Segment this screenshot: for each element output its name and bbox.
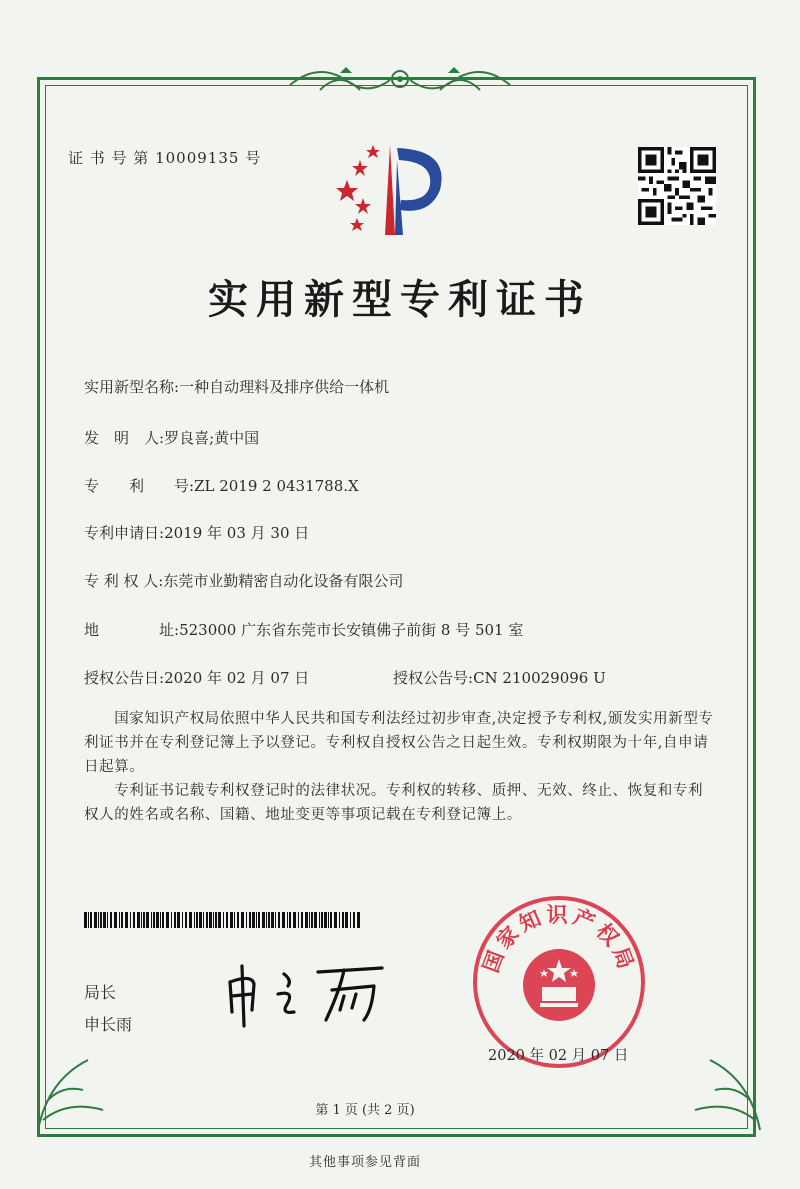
patent-number-value: ZL 2019 2 0431788.X [194,477,359,495]
patent-number-label: 专 利 号: [84,477,195,495]
barcode-bar [199,912,202,928]
director-signature [222,960,392,1030]
legal-status-paragraph: 专利证书记载专利权登记时的法律状况。专利权的转移、质押、无效、终止、恢复和专利权人的姓名或名称、国籍、地址变更等事项记载在专利登记簿上。 [84,783,704,823]
barcode-bar [103,912,106,928]
barcode-bar [353,912,355,928]
barcode-bar [293,912,296,928]
barcode-bar [185,912,187,928]
barcode-bar [262,912,265,928]
barcode-bar [334,912,337,928]
barcode-bar [153,912,155,928]
barcode-bar [328,912,329,928]
barcode-bar [206,912,208,928]
barcode-bar [342,912,344,928]
barcode-bar [84,912,87,928]
barcode-bar [107,912,108,928]
certificate-title: 实用新型专利证书 [208,277,592,323]
barcode-bar [218,912,221,928]
barcode-bar [162,912,164,928]
patent-office-logo-icon [335,140,455,240]
barcode-bar [182,912,183,928]
barcode-bar [339,912,340,928]
barcode-bar [156,912,159,928]
barcode-bar [174,912,176,928]
barcode [84,912,364,928]
barcode-bar [298,912,299,928]
grant-number-label: 授权公告号: [393,669,474,687]
barcode-bar [119,912,120,928]
barcode-bar [271,912,274,928]
barcode-bar [258,912,260,928]
certificate-number: 证 书 号 第 10009135 号 [68,149,262,167]
filing-date-label: 专利申请日: [84,524,165,542]
barcode-bar [88,912,89,928]
barcode-bar [314,912,317,928]
barcode-bar [230,912,233,928]
patentee-row [84,570,403,591]
barcode-bar [160,912,161,928]
filing-date-row [84,522,309,543]
barcode-bar [215,912,217,928]
address-label: 地 址: [84,621,180,639]
barcode-bar [110,912,112,928]
barcode-bar [133,912,135,928]
barcode-bar [330,912,332,928]
barcode-bar [234,912,235,928]
barcode-bar [357,912,360,928]
barcode-bar [137,912,140,928]
barcode-bar [289,912,291,928]
barcode-bar [203,912,204,928]
barcode-bar [196,912,198,928]
bottom-right-ornament [680,1040,770,1140]
barcode-bar [287,912,288,928]
seal-date: 2020 年 02 月 07 日 [488,1048,629,1064]
utility-model-name-value: 一种自动理料及排序供给一体机 [179,378,390,396]
barcode-bar [301,912,303,928]
barcode-bar [213,912,214,928]
barcode-bar [268,912,270,928]
page-number: 第 1 页 (共 2 页) [315,1103,415,1118]
top-ornament [280,55,520,105]
barcode-bar [151,912,152,928]
barcode-bar [324,912,327,928]
seal-text: 国家知识产权局 [478,902,640,976]
barcode-bar [98,912,99,928]
grant-number-row [393,667,606,688]
barcode-bar [256,912,257,928]
barcode-bar [130,912,131,928]
barcode-bar [143,912,145,928]
barcode-bar [223,912,224,928]
barcode-bar [94,912,97,928]
qr-code [638,147,716,225]
director-name: 申长雨 [84,1015,133,1034]
barcode-bar [146,912,149,928]
barcode-bar [345,912,348,928]
barcode-bar [319,912,320,928]
barcode-bar [194,912,195,928]
barcode-bar [266,912,267,928]
grant-date-value: 2020 年 02 月 07 日 [164,669,310,687]
barcode-bar [114,912,117,928]
barcode-bar [321,912,323,928]
address-value: 523000 广东省东莞市长安镇佛子前街 8 号 501 室 [179,621,524,639]
barcode-bar [209,912,212,928]
bottom-left-ornament [28,1040,118,1140]
barcode-bar [252,912,255,928]
grant-date-row [84,667,309,688]
utility-model-name-label: 实用新型名称: [84,378,180,396]
patentee-label: 专 利 权 人: [84,572,164,590]
grant-statement-paragraph: 国家知识产权局依照中华人民共和国专利法经过初步审查,决定授予专利权,颁发实用新型专利证书并在专利登记簿上予以登记。专利权自授权公告之日起生效。专利权期限为十年,自申请日起算。 [84,711,714,775]
barcode-bar [125,912,128,928]
barcode-bar [237,912,239,928]
back-side-note: 其他事项参见背面 [308,1155,421,1170]
barcode-bar [90,912,92,928]
barcode-bar [249,912,251,928]
inventor-row [84,427,259,448]
barcode-bar [350,912,351,928]
barcode-bar [282,912,285,928]
barcode-bar [275,912,276,928]
inventor-label: 发 明 人: [84,429,165,447]
utility-model-name-row [84,376,389,397]
grant-date-label: 授权公告日: [84,669,165,687]
barcode-bar [226,912,228,928]
address-row [84,619,523,640]
barcode-bar [305,912,308,928]
barcode-bar [171,912,172,928]
filing-date-value: 2019 年 03 月 30 日 [164,524,310,542]
barcode-bar [166,912,169,928]
director-title: 局长 [84,983,117,1002]
inventor-value: 罗良喜;黄中国 [164,429,260,447]
barcode-bar [278,912,280,928]
patentee-value: 东莞市业勤精密自动化设备有限公司 [163,572,404,590]
patent-number-row [84,475,359,496]
grant-number-value: CN 210029096 U [473,669,606,687]
barcode-bar [241,912,244,928]
barcode-bar [189,912,192,928]
barcode-bar [246,912,247,928]
barcode-bar [100,912,102,928]
barcode-bar [141,912,142,928]
barcode-bar [309,912,310,928]
barcode-bar [177,912,180,928]
barcode-bar [121,912,123,928]
barcode-bar [311,912,313,928]
